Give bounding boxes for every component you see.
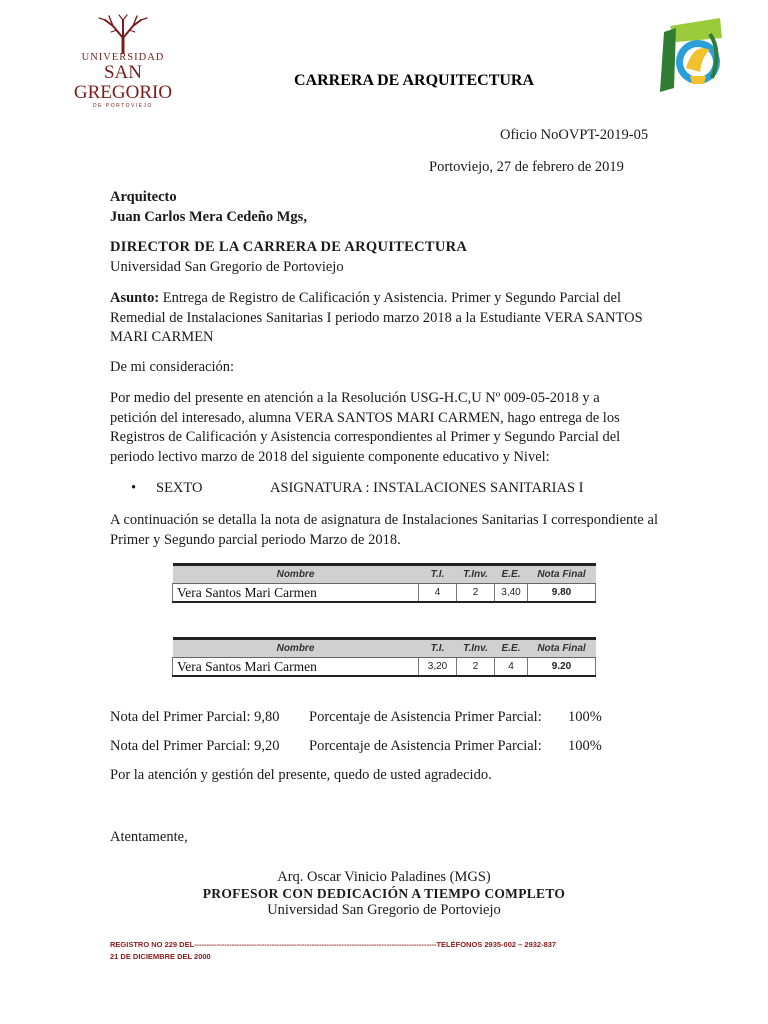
university-name-small: UNIVERSIDAD — [81, 52, 165, 63]
bullet-level: SEXTO — [156, 480, 203, 496]
footer-registry: REGISTRO NO 229 DEL-------------------------------------------------------------------------------------------------TELÉFONOS 2935-002 – 2932-837 — [110, 940, 557, 949]
header-tinv: T.Inv. — [457, 639, 495, 658]
body-paragraph: Por medio del presente en atención a la Resolución USG-H.C,U Nº 009-05-2018 y a petición del interesado, alumna VERA SANTOS MARI CARMEN, hago entrega de los Registros de Calificación y Asistencia correspondientes al Primer y Segundo Parcial del periodo lectivo marzo de 2018 del siguiente componente educativo y Nivel: — [110, 390, 621, 465]
signer-name: Arq. Oscar Vinicio Paladines (MGS) — [277, 869, 491, 885]
first-attendance-label: Porcentaje de Asistencia Primer Parcial: — [309, 709, 542, 725]
recipient-position: DIRECTOR DE LA CARRERA DE ARQUITECTURA — [110, 239, 468, 255]
cell-tinv: 2 — [457, 658, 495, 677]
footer-date: 21 DE DICIEMBRE DEL 2000 — [110, 952, 211, 961]
header-ee: E.E. — [495, 565, 528, 584]
header-ti: T.I. — [419, 565, 457, 584]
bullet-icon: • — [131, 480, 137, 496]
university-name-tiny: DE PORTOVIEJO — [93, 103, 153, 109]
subject-text: Entrega de Registro de Calificación y Asistencia. Primer y Segundo Parcial del Remedial de Instalaciones Sanitarias I periodo marzo 2018 a la Estudiante VERA SANTOS MARI CARMEN — [110, 290, 643, 345]
closing-line: Por la atención y gestión del presente, quedo de usted agradecido. — [110, 767, 492, 783]
recipient-institution: Universidad San Gregorio de Portoviejo — [110, 259, 344, 275]
cell-ti: 3,20 — [419, 658, 457, 677]
faculty-emblem-icon — [650, 12, 734, 96]
header-ee: E.E. — [495, 639, 528, 658]
first-grade-line: Nota del Primer Parcial: 9,80 — [110, 709, 280, 725]
header-nota-final: Nota Final — [528, 565, 596, 584]
header-nombre: Nombre — [173, 565, 419, 584]
header-nombre: Nombre — [173, 639, 419, 658]
cell-ti: 4 — [419, 584, 457, 603]
table-header-row — [173, 639, 596, 658]
header-ti: T.I. — [419, 639, 457, 658]
subject-paragraph — [110, 289, 650, 348]
recipient-name: Juan Carlos Mera Cedeño Mgs, — [110, 209, 307, 225]
farewell: Atentamente, — [110, 829, 188, 845]
tree-icon — [95, 14, 151, 54]
header-nota-final: Nota Final — [528, 639, 596, 658]
cell-tinv: 2 — [457, 584, 495, 603]
faculty-logo — [650, 12, 734, 96]
subject-label: Asunto: — [110, 290, 160, 306]
student-name: Vera Santos Mari Carmen — [173, 658, 419, 677]
table-row — [173, 584, 596, 603]
recipient-title: Arquitecto — [110, 189, 177, 205]
first-attendance-value: 100% — [568, 709, 602, 725]
cell-nota-final: 9.20 — [528, 658, 596, 677]
second-grade-line: Nota del Primer Parcial: 9,20 — [110, 738, 280, 754]
signer-role: PROFESOR CON DEDICACIÓN A TIEMPO COMPLETO — [202, 886, 566, 901]
grade-table-2 — [172, 637, 596, 677]
place-date: Portoviejo, 27 de febrero de 2019 — [429, 159, 624, 175]
cell-nota-final: 9.80 — [528, 584, 596, 603]
detail-paragraph: A continuación se detalla la nota de asignatura de Instalaciones Sanitarias I correspondiente al Primer y Segundo parcial periodo Marzo de 2018. — [110, 512, 658, 548]
header-tinv: T.Inv. — [457, 565, 495, 584]
signer-institution: Universidad San Gregorio de Portoviejo — [267, 902, 501, 918]
table-header-row — [173, 565, 596, 584]
bullet-subject: ASIGNATURA : INSTALACIONES SANITARIAS I — [270, 480, 584, 496]
student-name: Vera Santos Mari Carmen — [173, 584, 419, 603]
university-logo — [58, 14, 188, 109]
footer — [110, 939, 670, 963]
cell-ee: 3,40 — [495, 584, 528, 603]
page-title: CARRERA DE ARQUITECTURA — [294, 72, 535, 89]
university-name-big: SAN GREGORIO — [73, 62, 173, 103]
table-row — [173, 658, 596, 677]
second-attendance-value: 100% — [568, 738, 602, 754]
second-attendance-label: Porcentaje de Asistencia Primer Parcial: — [309, 738, 542, 754]
oficio-number: Oficio NoOVPT-2019-05 — [500, 127, 649, 143]
greeting: De mi consideración: — [110, 359, 235, 375]
cell-ee: 4 — [495, 658, 528, 677]
grade-table-1 — [172, 563, 596, 603]
